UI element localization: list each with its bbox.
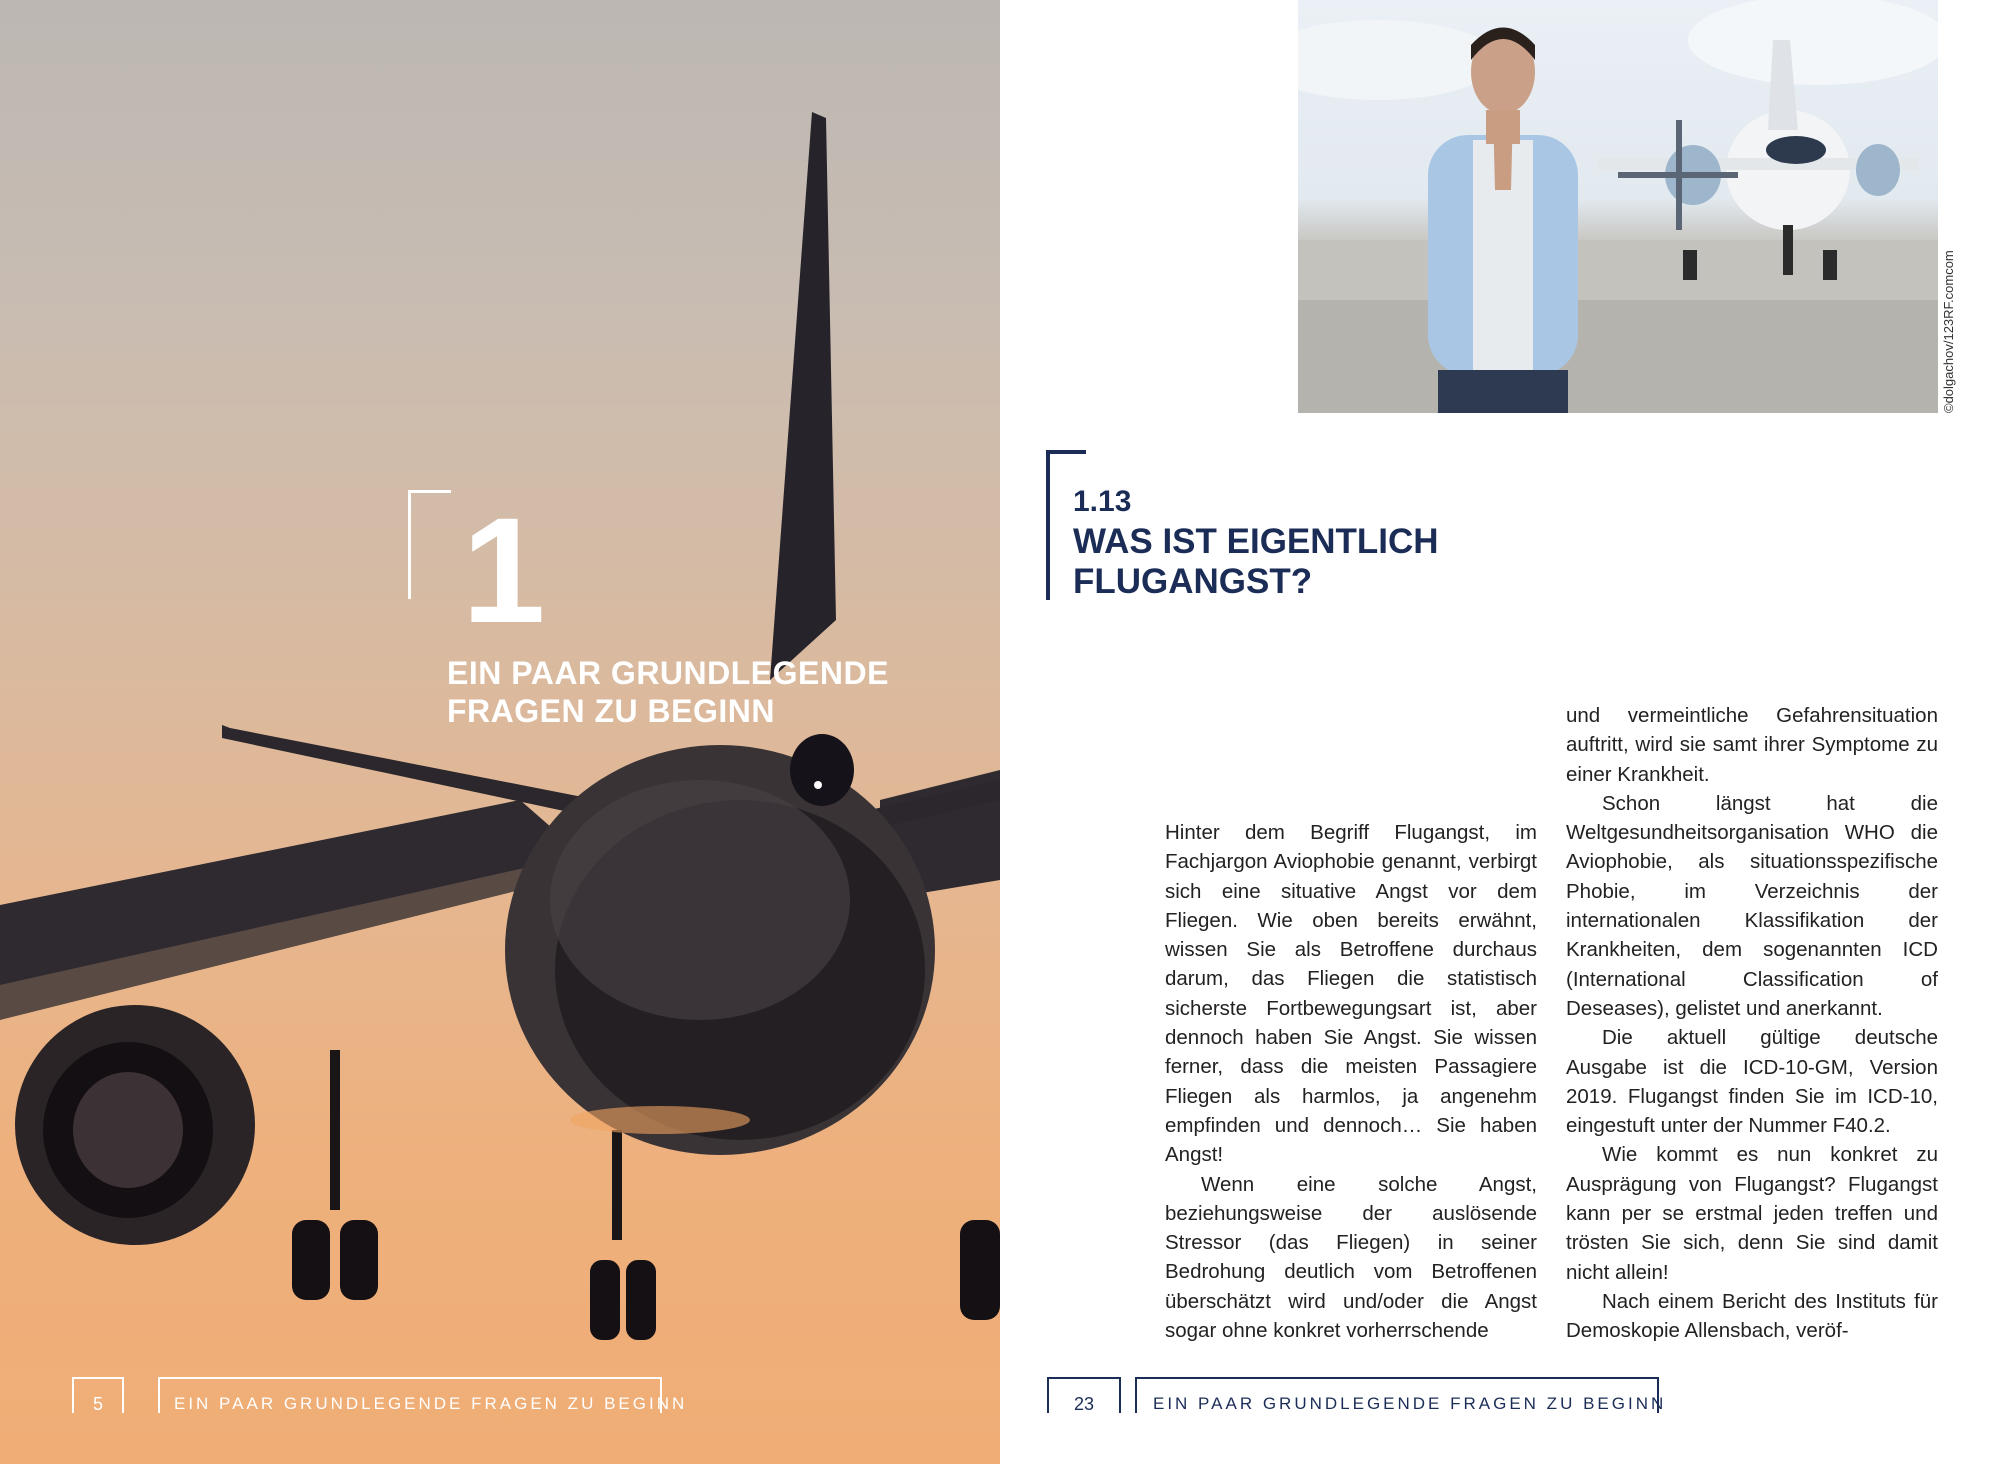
paragraph: und vermeintliche Gefahrensituation auftritt, wird sie samt ihrer Symptome zu einer Krankheit.: [1566, 704, 1938, 786]
body-column-1: [1165, 818, 1537, 1345]
section-title: [1073, 522, 1439, 602]
paragraph: Wie kommt es nun konkret zu Ausprägung von Flugangst? Flugangst kann per se erstmal jeden treffen und trösten Sie sich, denn Sie sind damit nicht allein!: [1566, 1143, 1938, 1284]
photo-credit: ©dolgachov/123RF.comcom: [1941, 250, 1956, 413]
paragraph: Nach einem Bericht des Instituts für Demoskopie Allensbach, veröf-: [1566, 1289, 1938, 1343]
paragraph: Schon längst hat die Weltgesundheitsorganisation WHO die Aviophobie, als situationsspezifische Phobie, im Verzeichnis der internationalen Klassifikation der Krankheiten, dem sogenannten ICD (International Classification of Deseases), gelistet und anerkannt.: [1566, 791, 1938, 1020]
chapter-title-line: EIN PAAR GRUNDLEGENDE: [447, 655, 889, 691]
body-column-2: [1566, 701, 1938, 1346]
paragraph: Hinter dem Begriff Flugangst, im Fachjargon Aviophobie genannt, verbirgt sich eine situative Angst vor dem Fliegen. Wie oben bereits erwähnt, wissen Sie als Betroffene durchaus darum, das Fliegen die statistisch sicherste Fortbewegungsart ist, aber dennoch haben Sie Angst. Sie wissen ferner, dass die meisten Passagiere Fliegen als harmlos, ja angenehm empfinden und dennoch… Sie haben Angst!: [1165, 821, 1537, 1167]
chapter-number: 1: [462, 486, 546, 654]
section-title-line: WAS IST EIGENTLICH: [1073, 522, 1439, 561]
paragraph: Wenn eine solche Angst, beziehungsweise der auslösende Stressor (das Fliegen) in seiner Bedrohung deutlich vom Betroffenen überschätzt wird und/oder die Angst sogar ohne konkret vorherrschende: [1165, 1172, 1537, 1343]
section-number: 1.13: [1073, 485, 1132, 518]
running-header: EIN PAAR GRUNDLEGENDE FRAGEN ZU BEGINN: [174, 1394, 688, 1413]
page-number: 5: [92, 1394, 103, 1414]
running-header: EIN PAAR GRUNDLEGENDE FRAGEN ZU BEGINN: [1153, 1394, 1667, 1413]
chapter-title-line: FRAGEN ZU BEGINN: [447, 693, 775, 729]
page-number: 23: [1073, 1394, 1095, 1414]
praying-man-photo: [1298, 0, 1938, 413]
chapter-title: [447, 654, 889, 730]
paragraph: Die aktuell gültige deutsche Ausgabe ist die ICD-10-GM, Version 2019. Flugangst finden Sie im ICD-10, eingestuft unter der Nummer F40.2.: [1566, 1026, 1938, 1138]
section-title-line: FLUGANGST?: [1073, 562, 1313, 601]
chapter-bracket: [408, 490, 451, 599]
